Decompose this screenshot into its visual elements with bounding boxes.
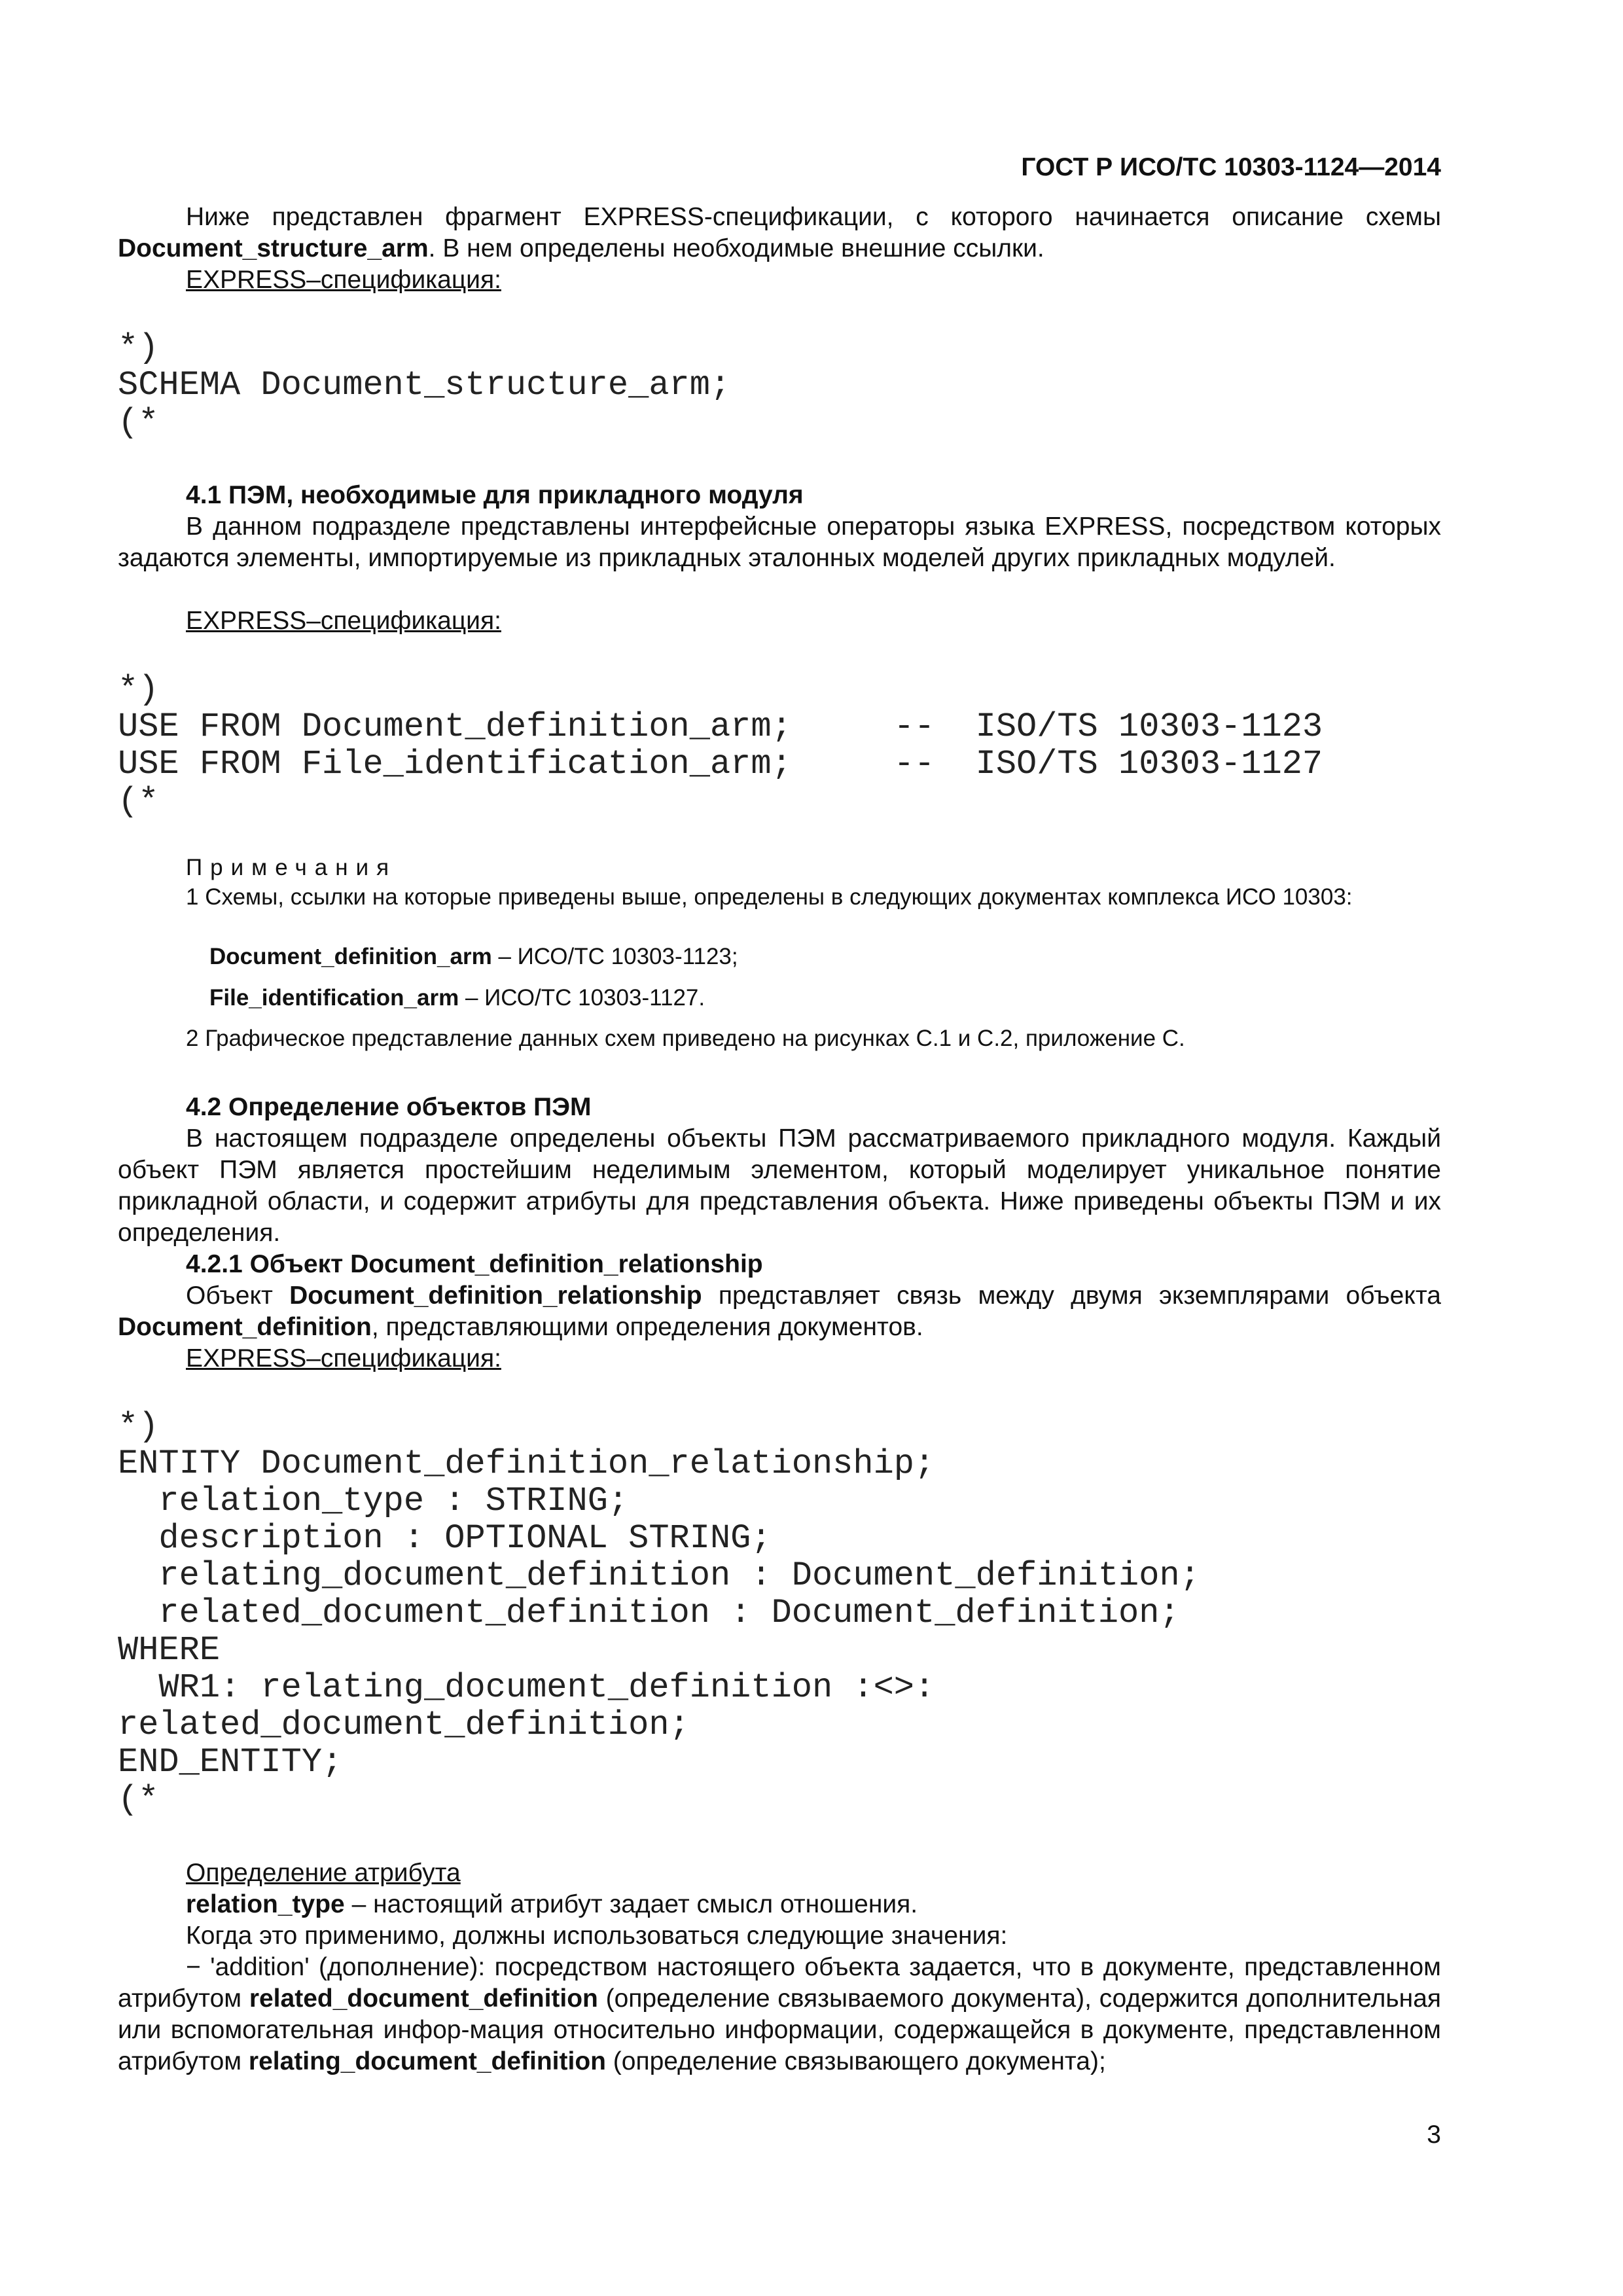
relation-type-definition (186, 1889, 918, 1920)
attr-name: relation_type (186, 1890, 345, 1918)
note-2: 2 Графическое представление данных схем приведено на рисунках С.1 и С.2, приложение С. (186, 1026, 1185, 1051)
addition-value-paragraph (118, 1952, 1441, 2077)
express-label-1: EXPRESS–спецификация: (186, 266, 501, 294)
obj-text-1: Объект (186, 1282, 290, 1310)
express-label-2: EXPRESS–спецификация: (186, 607, 501, 635)
notes-title: Примечания (186, 855, 397, 880)
section-4-2-1-text (118, 1280, 1441, 1343)
attribute-definition-heading: Определение атрибута (186, 1859, 461, 1887)
ref-2-doc: – ИСО/ТС 10303-1127. (459, 985, 705, 1011)
note-ref-1 (209, 942, 738, 971)
section-4-2-1-heading: 4.2.1 Объект Document_definition_relationship (186, 1250, 763, 1278)
obj-name: Document_definition_relationship (289, 1282, 702, 1310)
note-1: 1 Схемы, ссылки на которые приведены выше, определены в следующих документах комплекса ИСО 10303: (186, 884, 1353, 910)
standard-header: ГОСТ Р ИСО/ТС 10303-1124—2014 (1021, 153, 1441, 181)
ref-1-doc: – ИСО/ТС 10303-1123; (491, 944, 738, 969)
ref-1-name: Document_definition_arm (209, 944, 492, 969)
add-text-3: (определение связывающего документа); (605, 2047, 1106, 2075)
attr-desc: – настоящий атрибут задает смысл отношения. (344, 1890, 918, 1918)
intro-paragraph (118, 202, 1441, 264)
section-4-1-heading: 4.1 ПЭМ, необходимые для прикладного модуля (186, 481, 804, 509)
ref-2-name: File_identification_arm (209, 985, 459, 1011)
obj-text-3: , представляющими определения документов. (371, 1313, 923, 1341)
code-block-use-from: *) USE FROM Document_definition_arm; -- ISO/TS 10303-1123 USE FROM File_identification_arm; -- ISO/TS 10303-1127 (* (118, 670, 1323, 821)
related-doc-def: related_document_definition (249, 1984, 598, 2013)
intro-text-1: Ниже представлен фрагмент EXPRESS-спецификации, с которого начинается описание схемы (186, 203, 1441, 231)
applicable-values-text: Когда это применимо, должны использоваться следующие значения: (186, 1922, 1008, 1950)
intro-text-2: . В нем определены необходимые внешние ссылки. (428, 234, 1044, 262)
add-text-2: (определение связываемого документа), содержится дополнительная или вспомогательная инфор-мация относительно информации, содержащейся в документе, представленном атрибутом (118, 1984, 1441, 2075)
relating-doc-def: relating_document_definition (248, 2047, 606, 2075)
note-ref-2 (209, 984, 705, 1013)
schema-name: Document_structure_arm (118, 234, 429, 262)
section-4-2-heading: 4.2 Определение объектов ПЭМ (186, 1093, 592, 1121)
doc-def-name: Document_definition (118, 1313, 372, 1341)
obj-text-2: представляет связь между двумя экземплярами объекта (702, 1282, 1441, 1310)
code-block-schema: *) SCHEMA Document_structure_arm; (* (118, 329, 731, 442)
express-label-3: EXPRESS–спецификация: (186, 1344, 501, 1372)
section-4-1-text: В данном подразделе представлены интерфейсные операторы языка EXPRESS, посредством которых задаются элементы, импортируемые из прикладных эталонных моделей других прикладных модулей. (118, 512, 1441, 572)
section-4-2-text: В настоящем подразделе определены объекты ПЭМ рассматриваемого прикладного модуля. Каждый объект ПЭМ является простейшим неделимым элементом, который моделирует уникальное понятие прикладной области, и содержит атрибуты для представления объекта. Ниже приведены объекты ПЭМ и их определения. (118, 1124, 1441, 1247)
code-block-entity: *) ENTITY Document_definition_relationship; relation_type : STRING; description : OPTIONAL STRING; relating_document_definition : Document_definition; related_document_definition : Document_definition; WHERE WR1: relating_document_definition :<>: related_document_definition; END_ENTITY; (* (118, 1407, 1200, 1819)
add-text-1: − 'addition' (дополнение): посредством настоящего объекта задается, что в документе, представленном атрибутом (118, 1953, 1441, 2013)
page-number: 3 (1427, 2121, 1441, 2149)
